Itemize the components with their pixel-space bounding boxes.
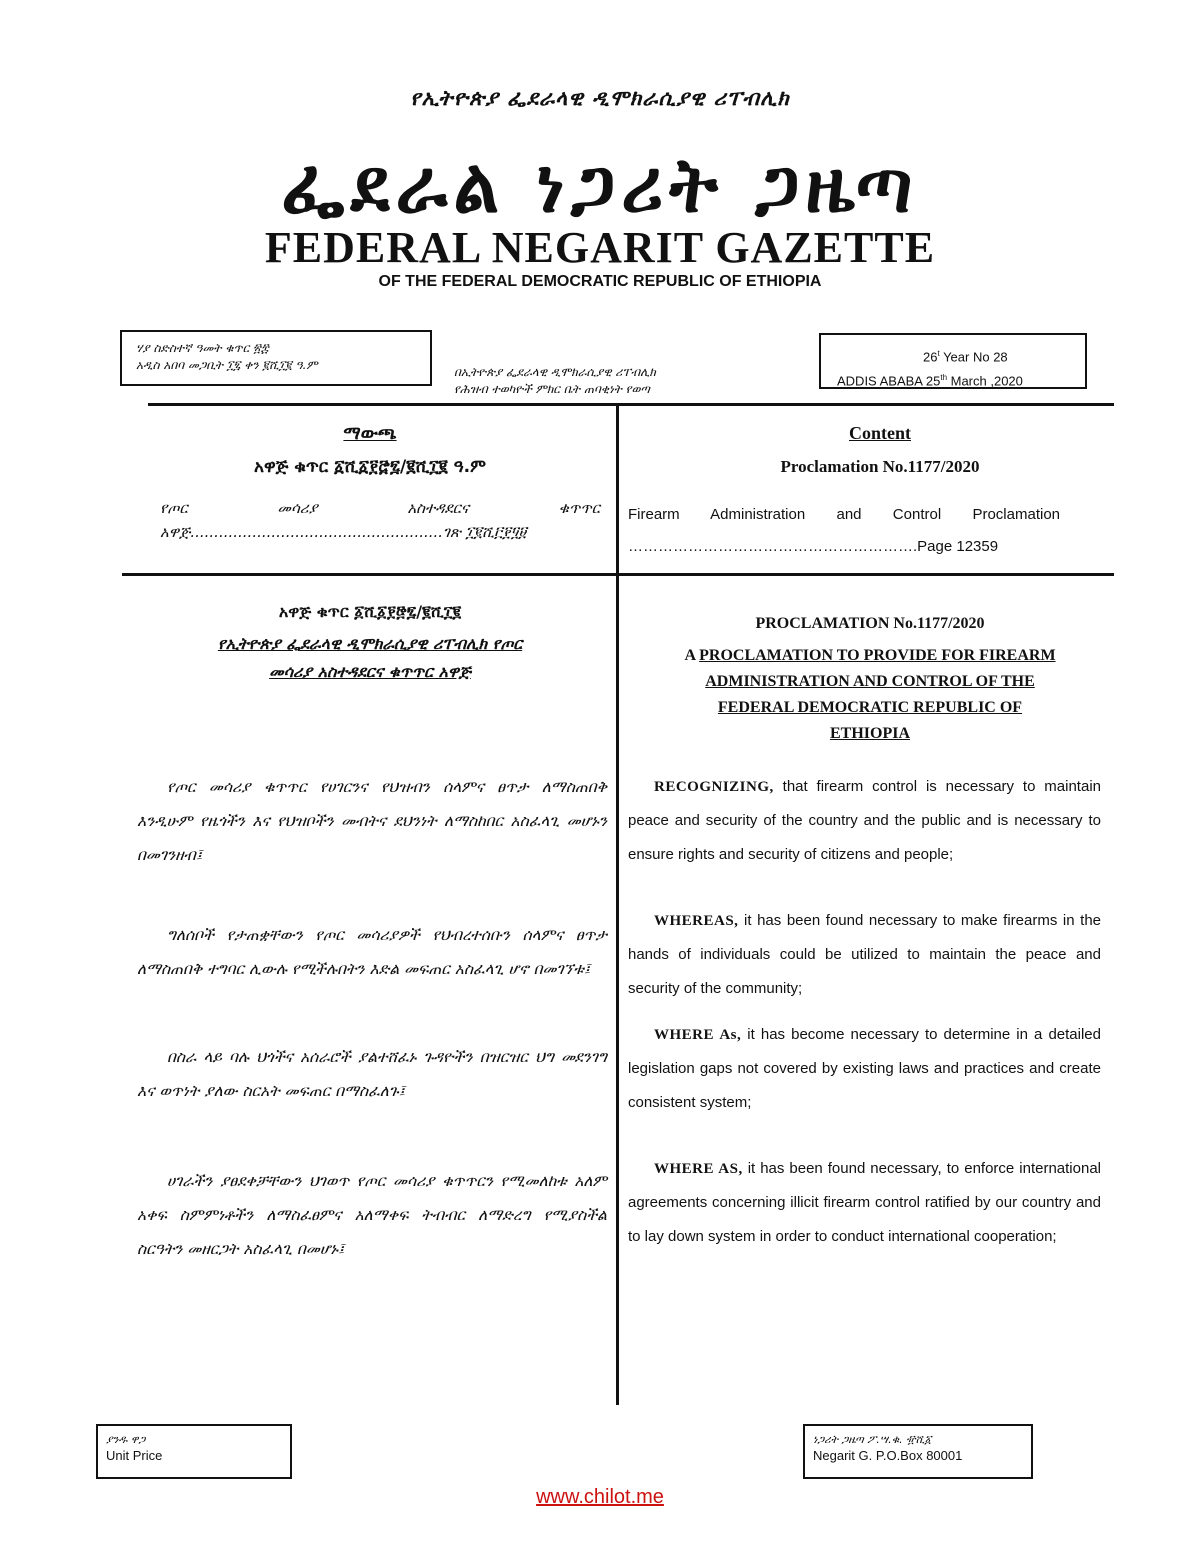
proclamation-title-amharic-line1: የኢትዮጵያ ፌደራላዊ ዲሞክራሲያዊ ሪፐብሊክ የጦር [217,634,523,653]
proclamation-number-amharic: አዋጅ ቁጥር ፩ሺ፩፻፸፯/፪ሺ፲፪ [278,602,462,621]
gazette-title-amharic: ፌደራል ነጋሪት ጋዜጣ [281,140,919,230]
toc-item-title-english: Firearm Administration and Control Proclamation [628,506,1060,523]
toc-item-word: የጦር [160,499,188,517]
preamble-english-4: WHERE AS, it has been found necessary, to enforce international agreements concerning illicit firearm control ratified by our country and to lay down system in order to conduct international cooperation; [628,1160,1101,1245]
issue-box-amharic [120,330,432,386]
toc-item-page-amharic: አዋጅ.....................................................ገጽ ፲፪ሺ፫፻፶፱ [160,523,527,541]
unit-price-english: Unit Price [106,1448,163,1463]
website-link[interactable]: www.chilot.me [536,1486,664,1508]
toc-item-word: መሳሪያ [277,499,318,517]
preamble-amharic-4: ሀገራችን ያፀደቀቻቸውን ህገወጥ የጦር መሳሪያ ቁጥጥርን የሚመለከቱ አለም አቀፍ ስምምነቶችን ለማስፈፀምና አለማቀፍ ትብብር ለማድረግ የሚያስችል ስርዓትን መዘርጋት አስፈላጊ በመሆኑ፤ [137,1172,607,1258]
issue-date-amharic: አዲስ አበባ መጋቢት ፲፯ ቀን ፪ሺ፲፪ ዓ.ም [136,358,318,372]
gazette-subtitle-english: OF THE FEDERAL DEMOCRATIC REPUBLIC OF ETHIOPIA [378,273,822,290]
issue-box-english [819,333,1087,389]
toc-item-english[interactable] [628,499,1060,563]
preamble-english-1: RECOGNIZING, that firearm control is necessary to maintain peace and security of the country and the public and is necessary to ensure rights and security of citizens and people; [628,778,1101,863]
toc-item-amharic[interactable] [160,496,600,544]
proclamation-title-english-line4: ETHIOPIA [829,725,910,742]
preamble-amharic-1: የጦር መሳሪያ ቁጥጥር የሀገርንና የህዝብን ሰላምና ፀጥታ ለማስጠበቅ እንዲሁም የዜጎችን እና የህዝቦችን መብትና ደህንነት ለማስከበር አስፈላጊ መሆኑን በመገንዘብ፤ [137,778,607,864]
proclamation-title-amharic-line2: መሳሪያ አስተዳደርና ቁጥጥር አዋጅ [269,662,471,681]
country-name-amharic: የኢትዮጵያ ፌደራላዊ ዲሞክራሲያዊ ሪፐብሊክ [410,86,790,110]
top-rule [148,403,1114,406]
proclamation-heading-amharic [122,598,618,686]
proclamation-number-english: PROCLAMATION No.1177/2020 [755,615,985,632]
pobox-amharic: ነጋሪት ጋዜጣ ፖ.ሣ.ቁ. ፹ሺ፩ [813,1433,932,1446]
gazette-title-english: FEDERAL NEGARIT GAZETTE [264,223,936,272]
preamble-english-3: WHERE As, it has become necessary to determine in a detailed legislation gaps not covered by existing laws and practices and create consistent system; [628,1026,1101,1111]
proclamation-title-english-line1: A PROCLAMATION TO PROVIDE FOR FIREARM [684,647,1056,664]
parliament-note-line1: በኢትዮጵያ ፌደራላዊ ዲሞክራሲያዊ ሪፐብሊክ [454,365,656,379]
parliament-note [454,364,794,398]
pobox-english: Negarit G. P.O.Box 80001 [813,1448,963,1463]
issue-year-english: 26$^t$ Year No 28 [923,349,1008,365]
toc-item-word: አስተዳደርና [407,499,469,517]
toc-proclamation-english: Proclamation No.1177/2020 [780,457,980,476]
proclamation-title-english-line2: ADMINISTRATION AND CONTROL OF THE [705,673,1035,690]
toc-heading-amharic: ማውጫ [343,423,397,444]
proclamation-heading-english [622,611,1118,747]
proclamation-title-english-line3: FEDERAL DEMOCRATIC REPUBLIC OF [717,699,1023,716]
issue-year-amharic: ሃያ ስድስተኛ ዓመት ቁጥር ፳፰ [136,341,269,355]
issue-date-english: ADDIS ABABA 25th March ,2020 [837,373,1023,389]
toc-heading-english: Content [849,423,911,443]
toc-item-page-english: ………………………………………………….Page 12359 [628,538,999,555]
parliament-note-line2: የሕዝብ ተወካዮች ምክር ቤት ጠባቂነት የወጣ [454,382,650,396]
unit-price-box [96,1424,292,1479]
preamble-english-2: WHEREAS, it has been found necessary to make firearms in the hands of individuals could be utilized to maintain the peace and security of the community; [628,912,1101,997]
toc-item-word: ቁጥጥር [558,499,600,517]
preamble-amharic-3: በስራ ላይ ባሉ ህጎችና አሰራሮች ያልተሸፈኑ ጉዳዮችን በዝርዝር ህግ መደንገግ እና ወጥነት ያለው ስርአት መፍጠር በማስፈለጉ፤ [137,1048,607,1100]
column-divider [616,403,619,1405]
pobox-box [803,1424,1033,1479]
unit-price-amharic: ያንዱ ዋጋ [106,1433,146,1446]
toc-proclamation-amharic: አዋጅ ቁጥር ፩ሺ፩፻፸፯/፪ሺ፲፪ ዓ.ም [254,457,486,477]
contents-rule [122,573,1114,576]
preamble-amharic-2: ግለሰቦች የታጠቋቸውን የጦር መሳሪያዎች የህብረተሰቡን ሰላምና ፀጥታ ለማስጠበቅ ተግባር ሊውሉ የሚችሉበትን እድል መፍጠር አስፈላጊ ሆኖ በመገኘቱ፤ [137,926,607,978]
